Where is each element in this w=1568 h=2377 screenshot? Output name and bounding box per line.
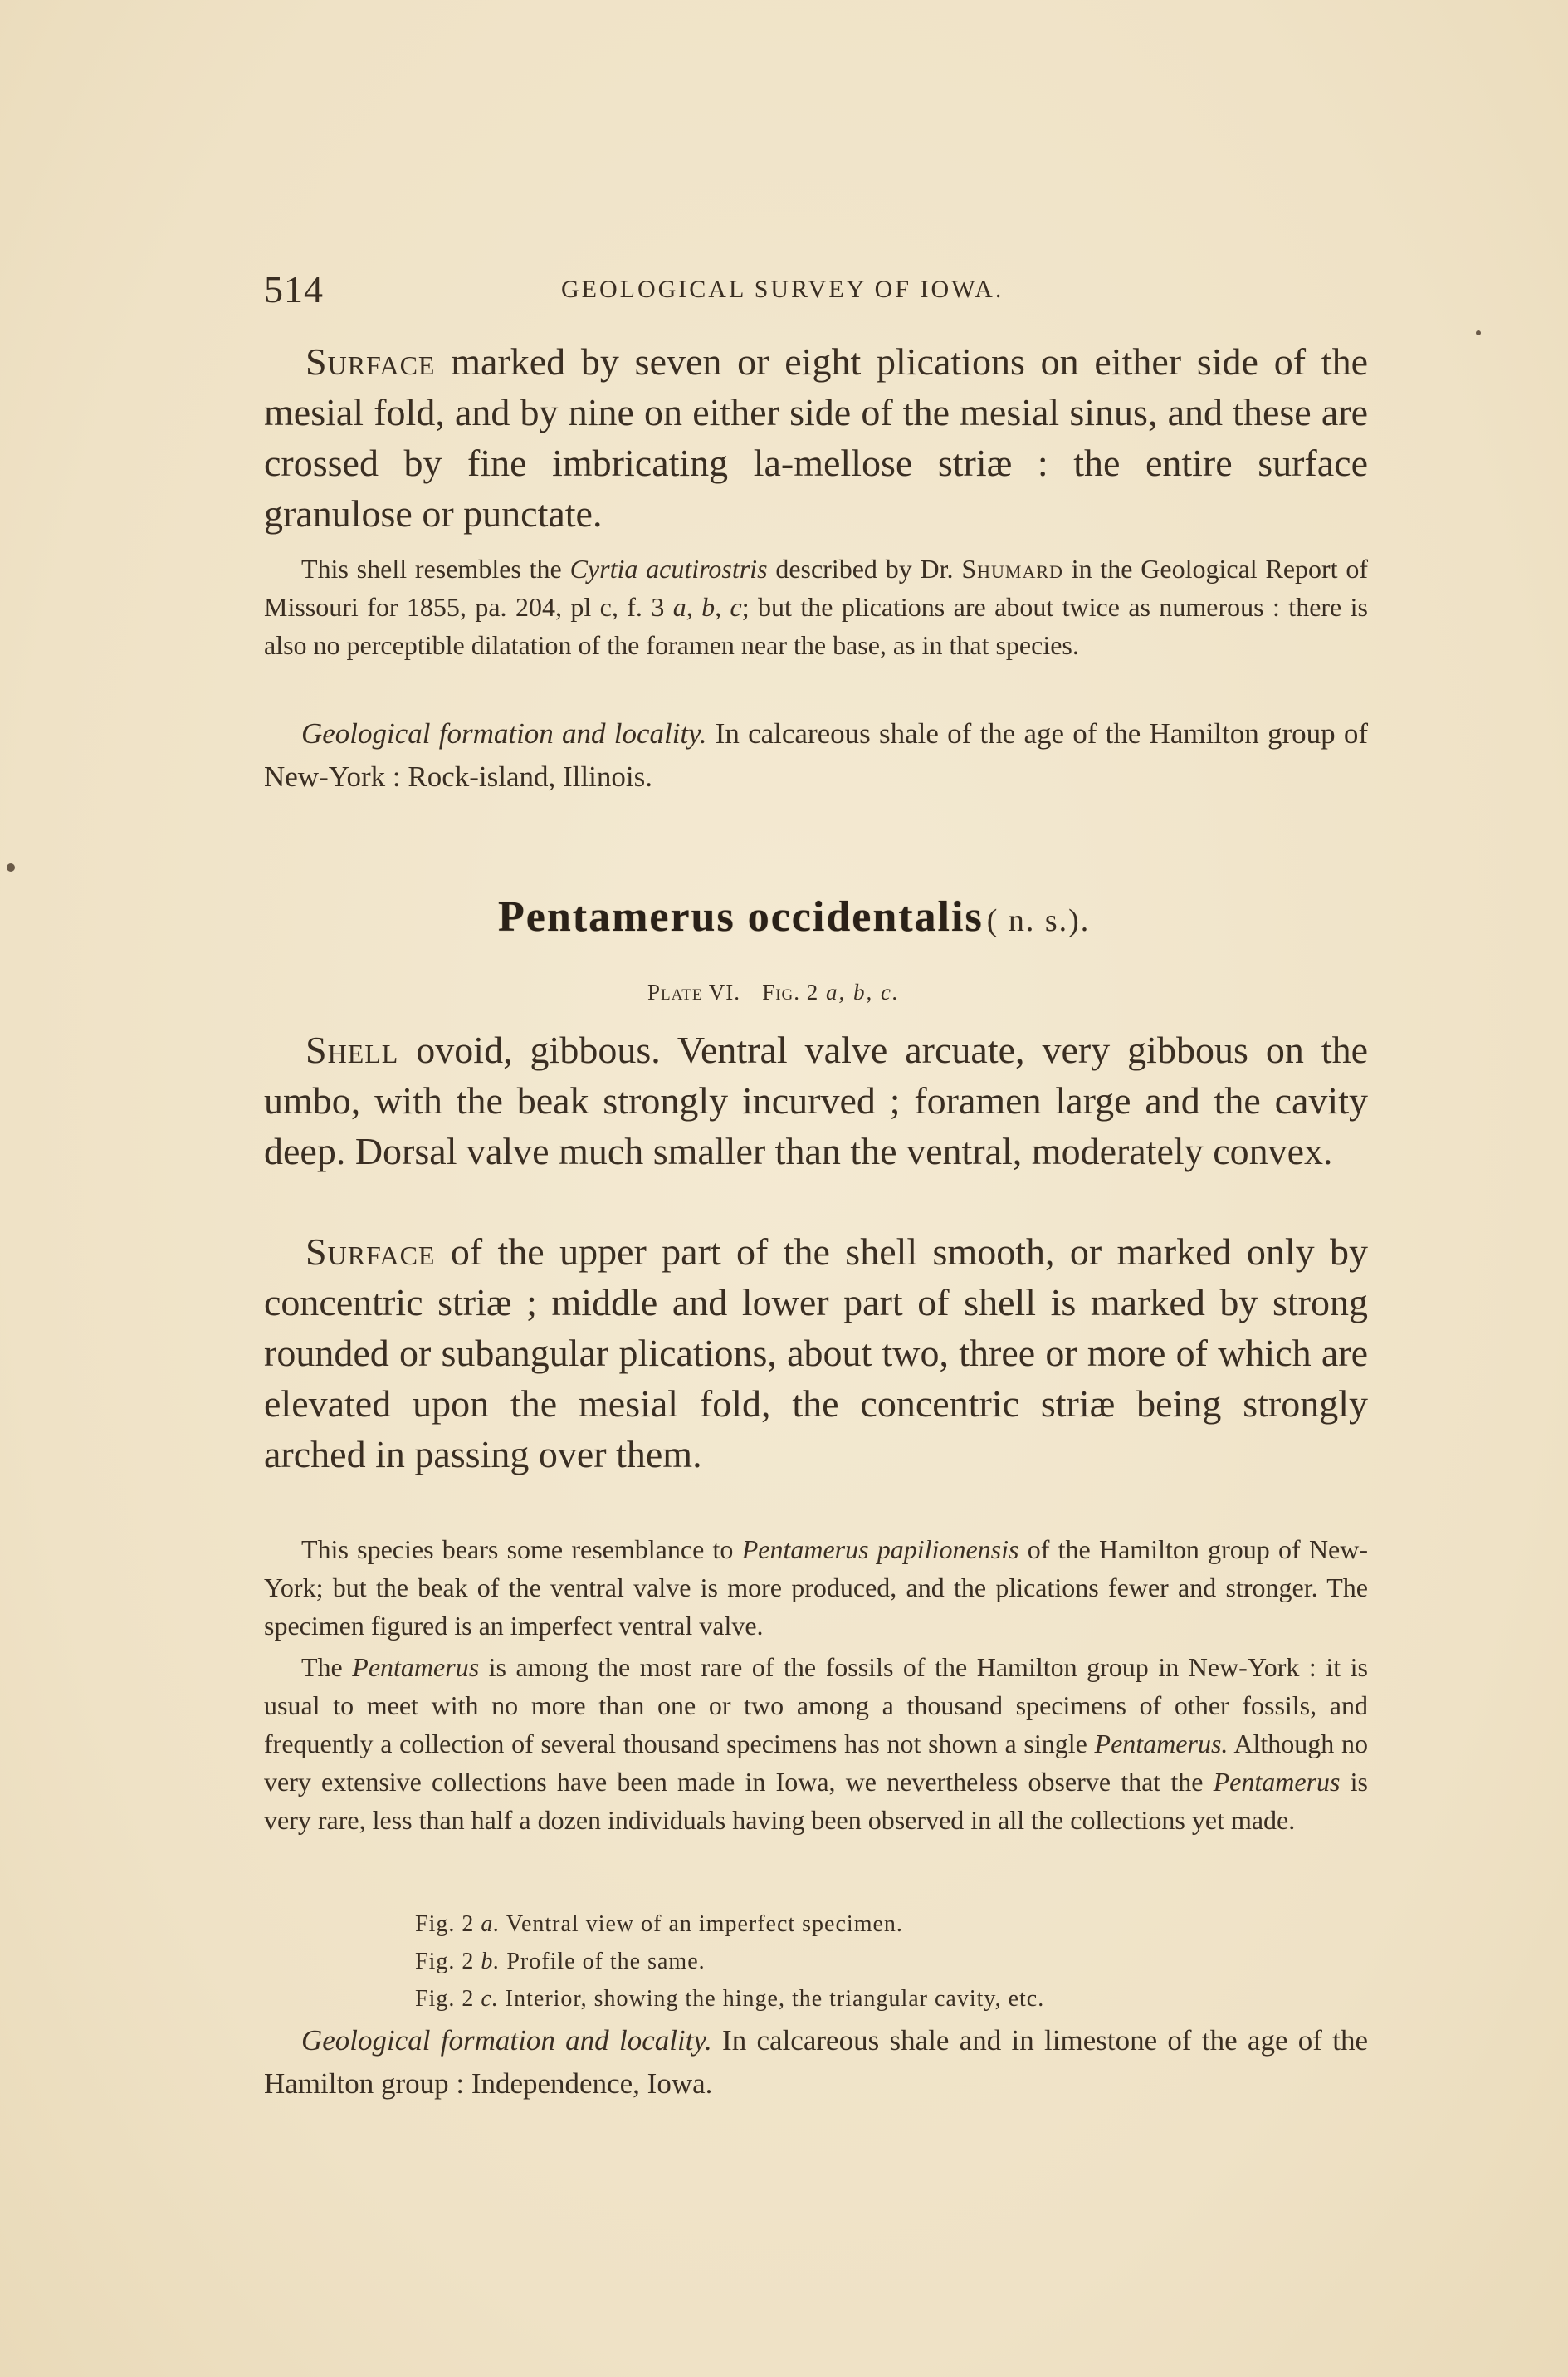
genus-name: Pentamerus	[1213, 1767, 1341, 1797]
locality-paragraph-2	[264, 2019, 1368, 2106]
fig-letters: a, b, c.	[826, 980, 900, 1005]
remark-text: in the Geological Report of Missouri for 1855, pa. 204, pl c, f. 3	[264, 554, 1369, 622]
remark-text: is among the most rare of the fossils of the Hamilton group in New-York : it is usual to meet with no more than one or two among a thousand specimens of other fossils, and frequently a collection of several thousand specimens has not shown a single	[264, 1652, 1369, 1758]
plate-reference	[647, 980, 900, 1005]
remark-cyrtia	[264, 550, 1368, 664]
top-surface-paragraph	[264, 336, 1368, 539]
remark-text: The	[301, 1652, 353, 1682]
remark-rarity	[264, 1648, 1368, 1839]
fig-letter: c.	[481, 1986, 499, 2012]
species-name: Pentamerus papilionensis	[741, 1534, 1019, 1564]
remark-text: is very rare, less than half a dozen individuals having been observed in all the collections yet made.	[264, 1767, 1369, 1835]
shell-lead: Shell	[305, 1029, 399, 1071]
fig-label: Fig. 2	[415, 1949, 481, 1974]
fig-text: Interior, showing the hinge, the triangular cavity, etc.	[498, 1986, 1045, 2012]
ink-speck	[7, 863, 15, 872]
fig-letter: b.	[481, 1949, 501, 1974]
species-name: Cyrtia acutirostris	[569, 554, 768, 584]
remark-text: Although no very extensive collections have been made in Iowa, we nevertheless observe that the	[264, 1729, 1368, 1797]
surface-text: of the upper part of the shell smooth, or marked only by concentric striæ ; middle and lower part of shell is marked by strong rounded or subangular plications, about two, three or more of which are elevated upon the mesial fold, the concentric striæ being strongly arched in passing over them.	[264, 1230, 1368, 1475]
figure-letters: a, b, c	[672, 592, 742, 622]
ink-speck	[1476, 330, 1481, 335]
fig-letter: a.	[481, 1911, 501, 1937]
genus-name: Pentamerus	[352, 1652, 480, 1682]
shell-paragraph	[264, 1025, 1368, 1176]
species-title: Pentamerus occidentalis	[498, 893, 984, 941]
species-heading	[498, 893, 1162, 942]
plate-label: Plate VI.	[647, 980, 740, 1005]
remark-papilionensis	[264, 1530, 1368, 1645]
remark-text: of the Hamilton group of New-York; but the beak of the ventral valve is more produced, and the plications fewer and stronger. The specimen figured is an imperfect ventral valve.	[264, 1534, 1369, 1641]
locality-label: Geological formation and locality.	[301, 717, 707, 750]
species-status: ( n. s.).	[986, 903, 1091, 938]
page-number: 514	[264, 268, 324, 311]
remark-text: described by Dr.	[767, 554, 962, 584]
author-name: Shumard	[961, 554, 1063, 584]
surface-text: marked by seven or eight plications on either side of the mesial fold, and by nine on either side of the mesial sinus, and these are crossed by fine imbricating la-mellose striæ : the entire surface granulose or punctate.	[264, 340, 1368, 535]
figure-caption	[415, 1980, 1328, 2018]
surface-lead: Surface	[305, 340, 436, 383]
fig-label: Fig. 2	[415, 1911, 481, 1937]
genus-name: Pentamerus.	[1094, 1729, 1229, 1758]
fig-label: Fig. 2	[415, 1986, 481, 2012]
surface-paragraph	[264, 1226, 1368, 1480]
fig-text: Ventral view of an imperfect specimen.	[500, 1911, 903, 1937]
figure-caption	[415, 1905, 1328, 1943]
remark-text: ; but the plications are about twice as numerous : there is also no perceptible dilatation of the foramen near the base, as in that species.	[264, 592, 1368, 660]
fig-label: Fig. 2	[762, 980, 819, 1005]
surface-lead: Surface	[305, 1230, 436, 1273]
shell-text: ovoid, gibbous. Ventral valve arcuate, very gibbous on the umbo, with the beak strongly incurved ; foramen large and the cavity deep. Dorsal valve much smaller than the ventral, moderately convex.	[264, 1029, 1368, 1172]
locality-text: In calcareous shale of the age of the Hamilton group of New-York : Rock-island, Illinois.	[264, 717, 1368, 793]
locality-paragraph-1	[264, 712, 1368, 799]
page-header	[264, 267, 1061, 312]
figure-caption	[415, 1943, 1328, 1980]
running-head: GEOLOGICAL SURVEY OF IOWA.	[561, 276, 1004, 303]
locality-text: In calcareous shale and in limestone of the age of the Hamilton group : Independence, Iowa.	[264, 2024, 1368, 2100]
locality-label: Geological formation and locality.	[301, 2024, 712, 2057]
remark-text: This species bears some resemblance to	[301, 1534, 742, 1564]
fig-text: Profile of the same.	[500, 1949, 706, 1974]
remark-text: This shell resembles the	[301, 554, 570, 584]
figure-explanations	[415, 1905, 1328, 2018]
